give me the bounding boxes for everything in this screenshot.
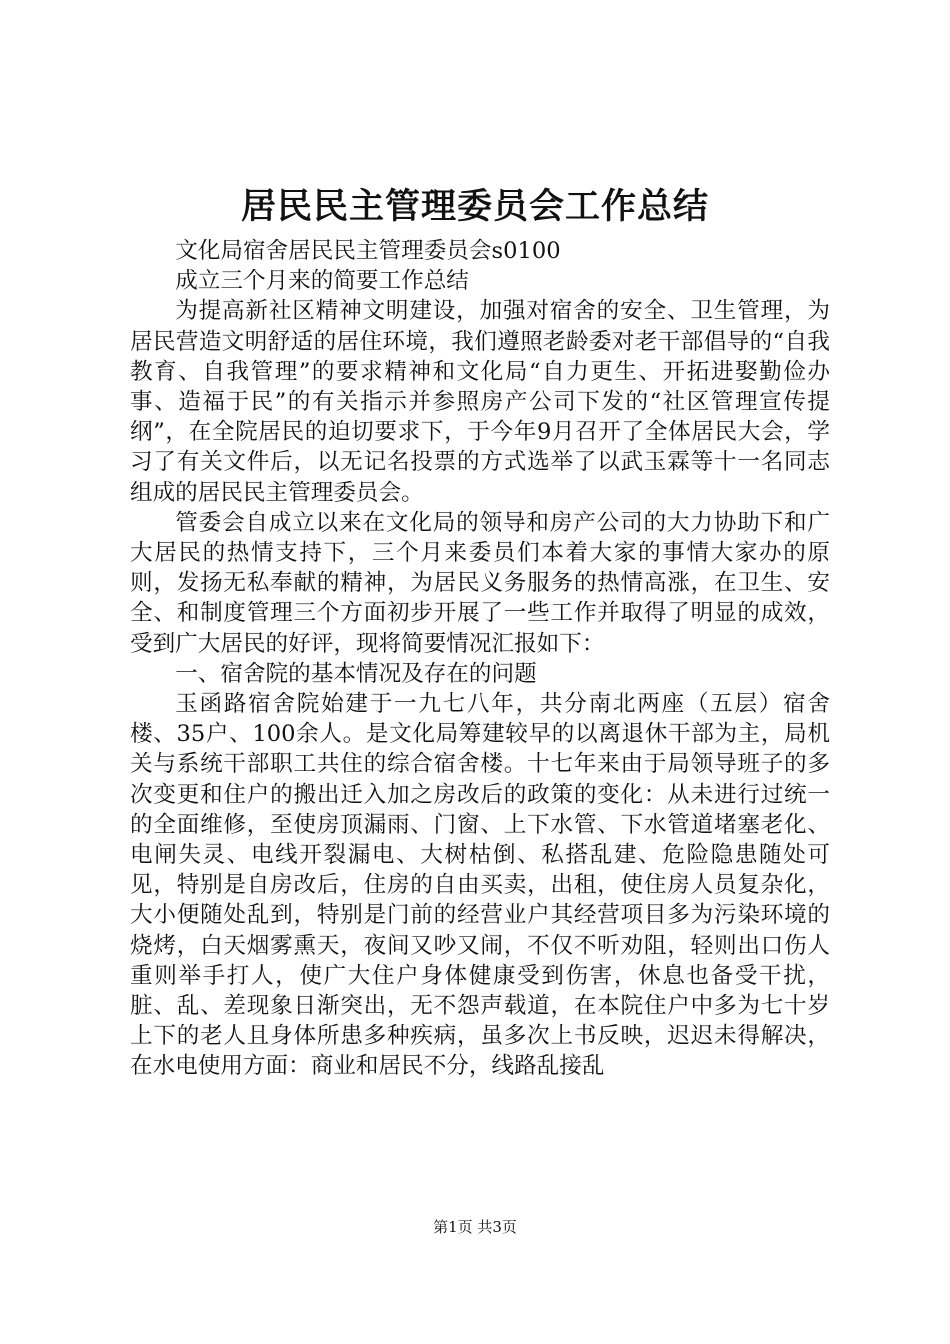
document-title: 居民民主管理委员会工作总结 — [240, 186, 709, 227]
paragraph-subtitle: 成立三个月来的简要工作总结 — [175, 268, 469, 295]
paragraph-background: 为提高新社区精神文明建设，加强对宿舍的安全、卫生管理，为居民营造文明舒适的居住环境，我们遵照老龄委对老干部倡导的“自我教育、自我管理”的要求精神和文化局“自力更生、开拓进娶勤俭办事、造福于民”的有关指示并参照房产公司下发的“社区管理宣传提纲”，在全院居民的迫切要求下，于今年9月召开了全体居民大会，学习了有关文件后，以无记名投票的方式选举了以武玉霖等十一名同志组成的居民民主管理委员会。 — [130, 298, 830, 506]
paragraph-organization: 文化局宿舍居民民主管理委员会s0100 — [175, 238, 561, 264]
document-body — [130, 236, 830, 1082]
paragraph-achievements: 管委会自成立以来在文化局的领导和房产公司的大力协助下和广大居民的热情支持下，三个月来委员们本着大家的事情大家办的原则，发扬无私奉献的精神，为居民义务服务的热情高涨，在卫生、安全、和制度管理三个方面初步开展了一些工作并取得了明显的成效，受到广大居民的好评，现将简要情况汇报如下： — [130, 509, 830, 657]
section-heading-1: 一、宿舍院的基本情况及存在的问题 — [175, 660, 537, 687]
page-footer: 第1页 共3页 — [433, 1218, 517, 1236]
paragraph-basic-situation: 玉函路宿舍院始建于一九七八年，共分南北两座（五层）宿舍楼、35户、100余人。是文化局筹建较早的以离退休干部为主，局机关与系统干部职工共住的综合宿舍楼。十七年来由于局领导班子的多次变更和住户的搬出迁入加之房改后的政策的变化：从未进行过统一的全面维修，至使房顶漏雨、门窗、上下水管、下水管道堵塞老化、电闸失灵、电线开裂漏电、大树枯倒、私搭乱建、危险隐患随处可见，特别是自房改后，住房的自由买卖，出租，使住房人员复杂化，大小便随处乱到，特别是门前的经营业户其经营项目多为污染环境的烧烤，白天烟雾熏天，夜间又吵又闹，不仅不听劝阻，轻则出口伤人重则举手打人，使广大住户身体健康受到伤害，休息也备受干扰，脏、乱、差现象日渐突出，无不怨声载道，在本院住户中多为七十岁上下的老人且身体所患多种疾病，虽多次上书反映，迟迟未得解决，在水电使用方面：商业和居民不分，线路乱接乱 — [130, 691, 830, 1080]
